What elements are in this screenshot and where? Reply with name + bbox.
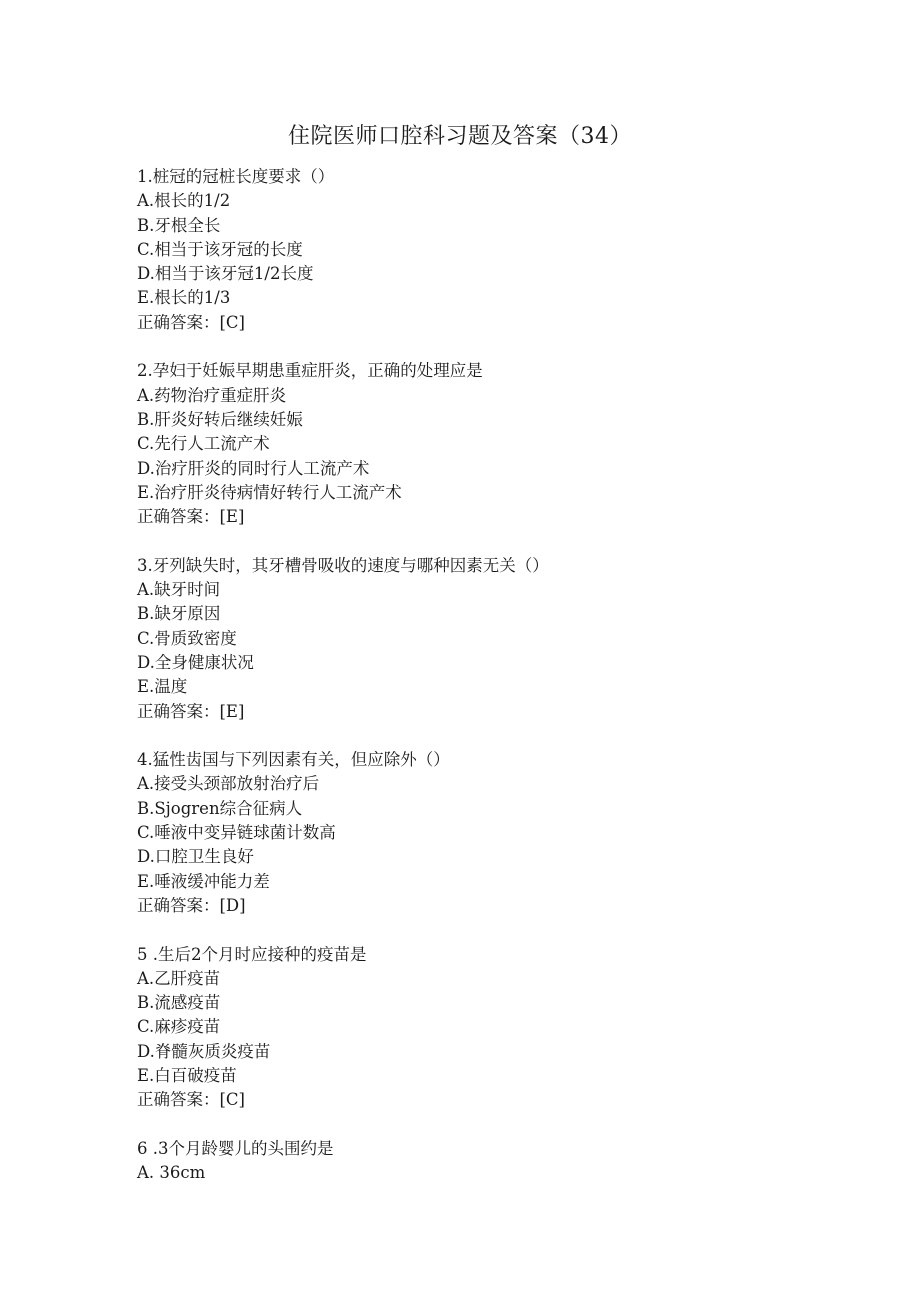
- option-c: C.唾液中变异链球菌计数高: [137, 823, 336, 843]
- option-e: E.温度: [137, 677, 188, 697]
- option-d: D.脊髓灰质炎疫苗: [137, 1041, 271, 1061]
- correct-answer: 正确答案：[C]: [137, 312, 245, 332]
- question-1: [137, 165, 837, 335]
- option-a: A.药物治疗重症肝炎: [137, 385, 287, 405]
- option-e: E.根长的1/3: [137, 288, 231, 308]
- page-title: 住院医师口腔科习题及答案（34）: [288, 124, 632, 149]
- option-e: E.唾液缓冲能力差: [137, 871, 270, 891]
- option-a: A.缺牙时间: [137, 580, 221, 600]
- question-stem: 5 .生后2个月时应接种的疫苗是: [137, 944, 367, 964]
- question-stem: 2.孕妇于妊娠早期患重症肝炎，正确的处理应是: [137, 361, 483, 381]
- option-b: B.肝炎好转后继续妊娠: [137, 409, 303, 429]
- option-c: C.麻疹疫苗: [137, 1017, 221, 1037]
- question-list: [137, 165, 837, 1210]
- question-2: [137, 359, 837, 529]
- question-6: [137, 1137, 837, 1186]
- option-c: C.骨质致密度: [137, 628, 237, 648]
- correct-answer: 正确答案：[D]: [137, 895, 246, 915]
- option-a: A.根长的1/2: [137, 191, 231, 211]
- option-e: E.白百破疫苗: [137, 1065, 237, 1085]
- option-d: D.全身健康状况: [137, 652, 254, 672]
- option-b: B.牙根全长: [137, 215, 221, 235]
- option-a: A. 36cm: [137, 1163, 206, 1183]
- question-5: [137, 943, 837, 1113]
- correct-answer: 正确答案：[E]: [137, 507, 245, 527]
- option-d: D.相当于该牙冠1/2长度: [137, 264, 314, 284]
- option-b: B.Sjogren综合征病人: [137, 798, 303, 818]
- question-stem: 6 .3个月龄婴儿的头围约是: [137, 1138, 334, 1158]
- option-a: A.乙肝疫苗: [137, 968, 221, 988]
- option-a: A.接受头颈部放射治疗后: [137, 774, 320, 794]
- option-b: B.流感疫苗: [137, 993, 221, 1013]
- question-stem: 1.桩冠的冠桩长度要求（）: [137, 167, 335, 186]
- option-d: D.治疗肝炎的同时行人工流产术: [137, 458, 370, 478]
- option-d: D.口腔卫生良好: [137, 847, 254, 867]
- question-4: [137, 748, 837, 918]
- option-b: B.缺牙原因: [137, 604, 221, 624]
- question-3: [137, 554, 837, 724]
- option-c: C.相当于该牙冠的长度: [137, 239, 303, 259]
- question-stem: 4.猛性齿国与下列因素有关，但应除外（）: [137, 750, 450, 770]
- option-e: E.治疗肝炎待病情好转行人工流产术: [137, 482, 402, 502]
- option-c: C.先行人工流产术: [137, 434, 270, 454]
- correct-answer: 正确答案：[E]: [137, 701, 245, 721]
- question-stem: 3.牙列缺失时，其牙槽骨吸收的速度与哪种因素无关（）: [137, 555, 549, 575]
- correct-answer: 正确答案：[C]: [137, 1090, 245, 1110]
